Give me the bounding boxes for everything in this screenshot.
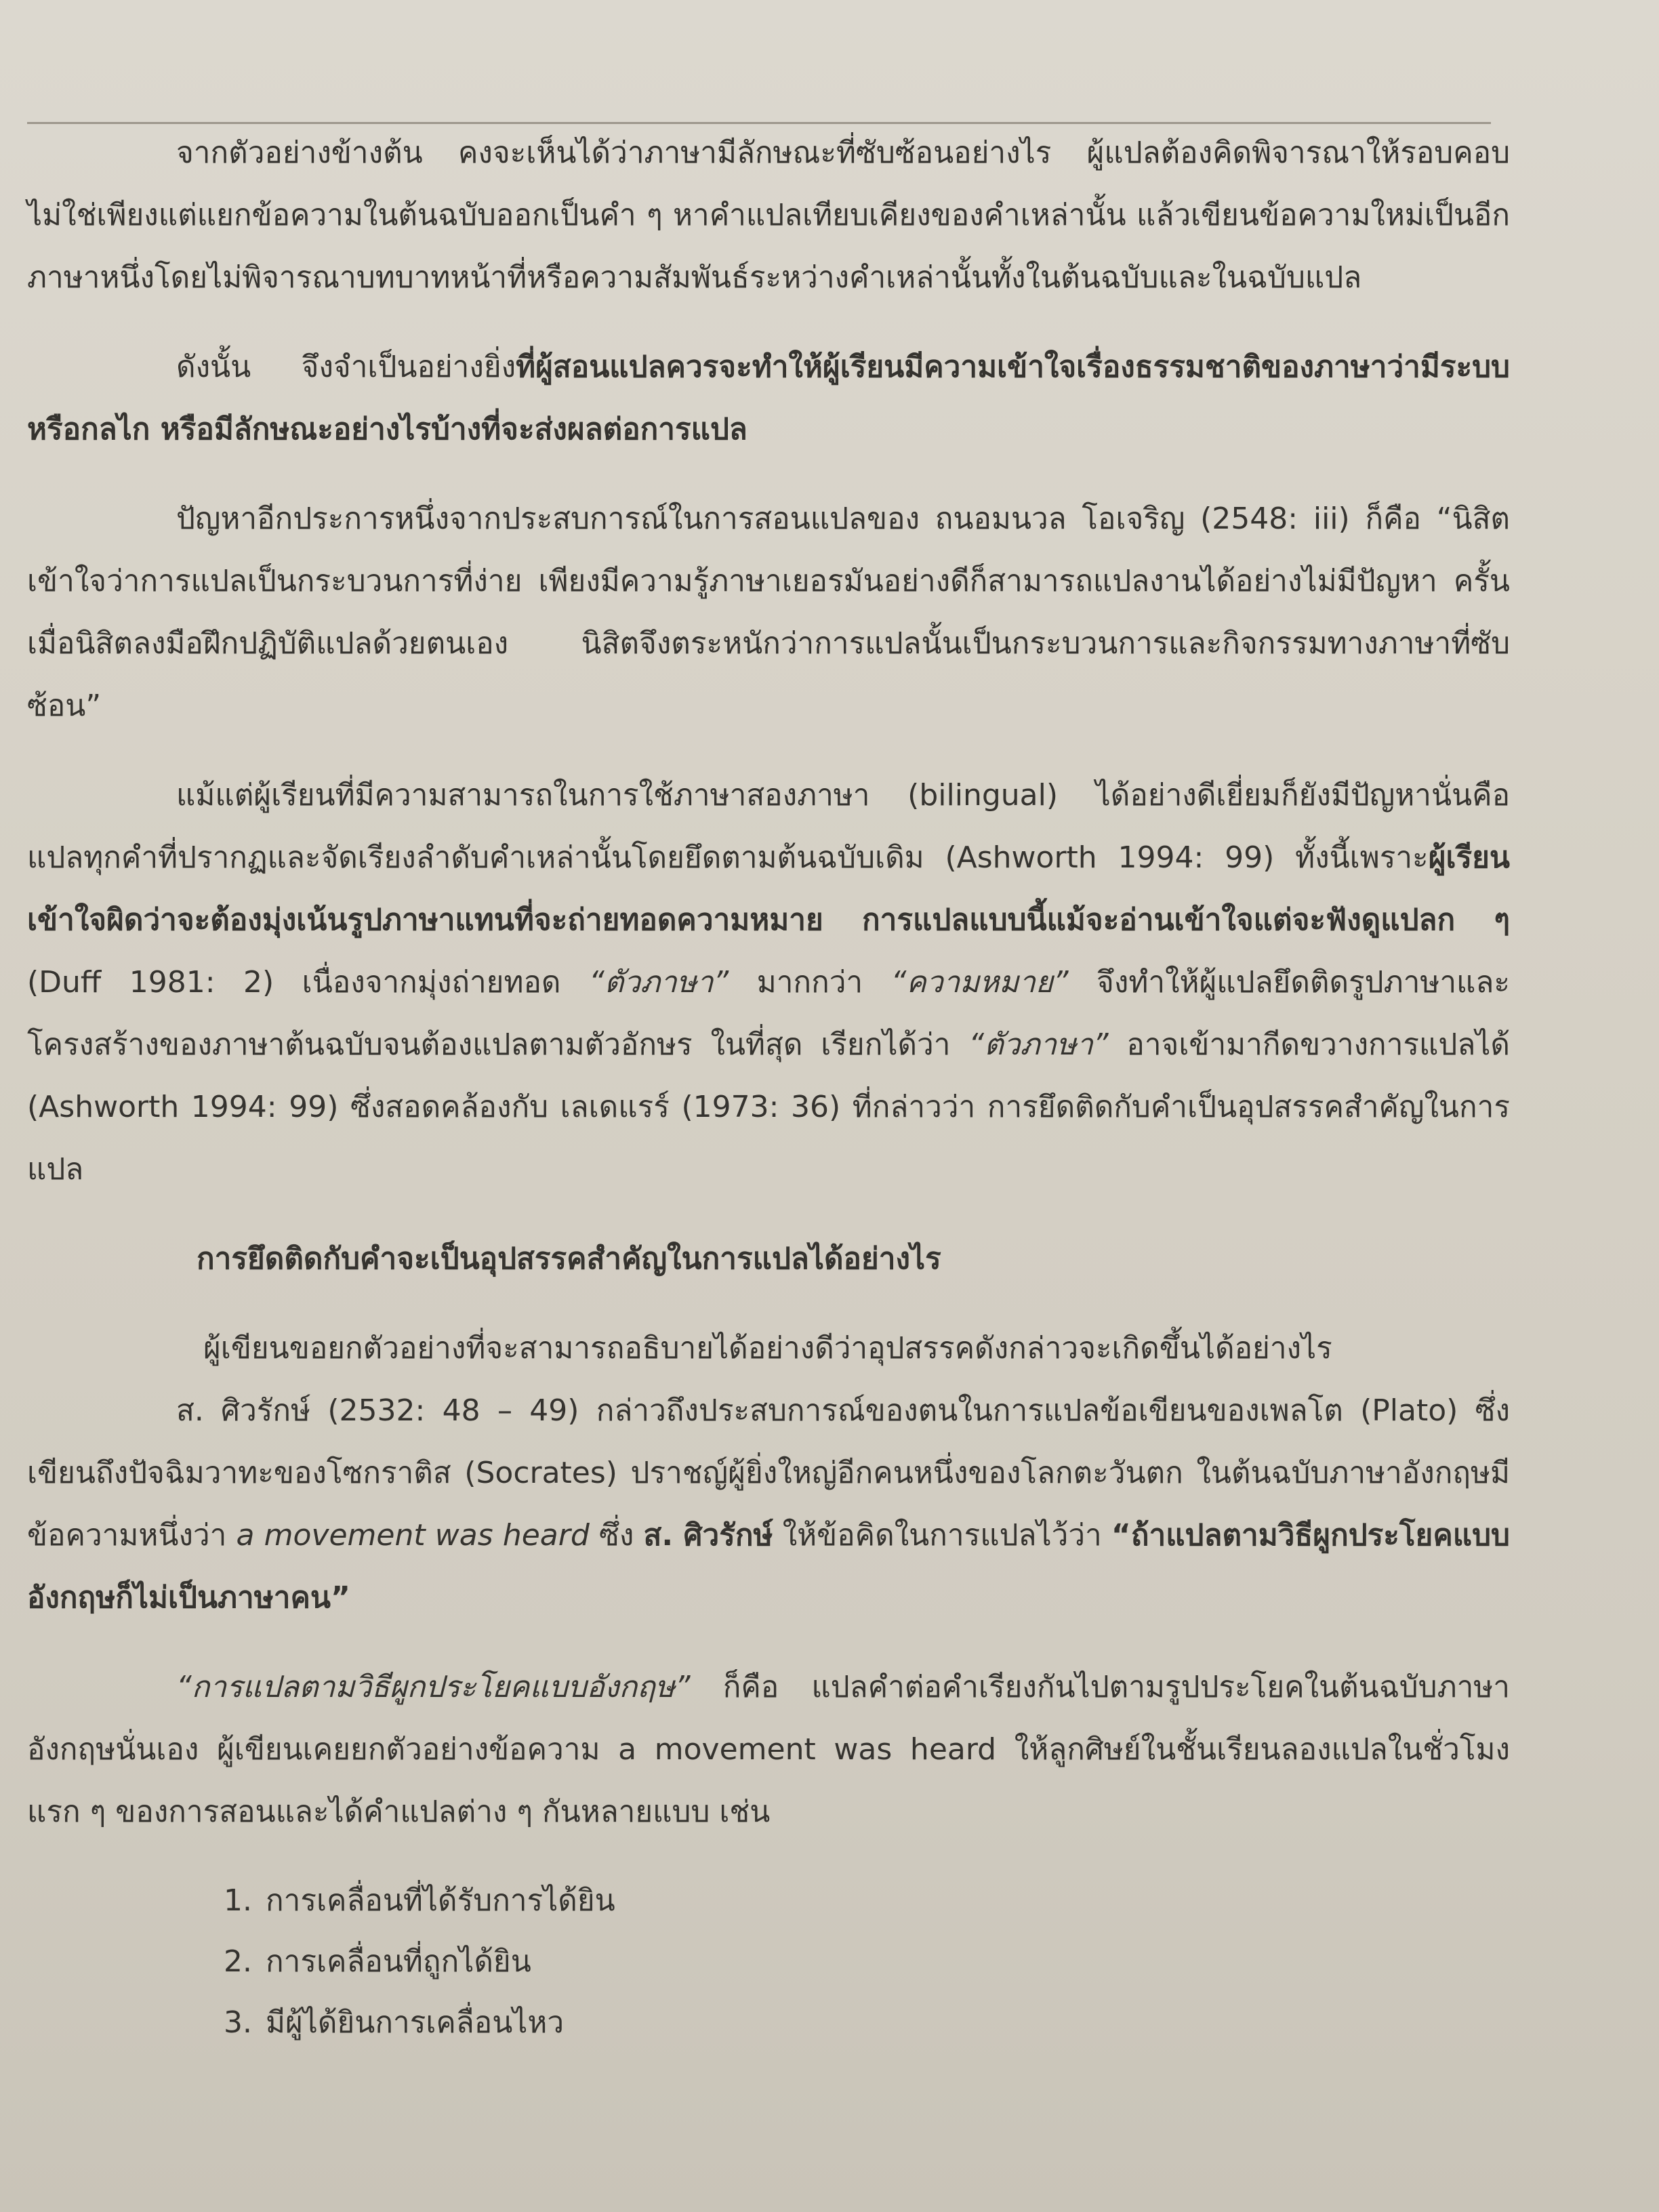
list-item [224,1992,1659,2053]
p6-quote: “ถ้าแปลตามวิธีผูกประโยคแบบอังกฤษก็ไม่เป็นภาษาคน” [27,1518,1510,1615]
paragraph-2 [0,336,1659,461]
page-body [0,122,1659,2053]
p4-part-e: มากกว่า [729,965,891,1000]
list-number: 2. [224,1944,252,1979]
paragraph-5: ผู้เขียนขอยกตัวอย่างที่จะสามารถอธิบายได้อย่างดีว่าอุปสรรคดังกล่าวจะเกิดขึ้นได้อย่างไร [203,1331,1332,1366]
paragraph-3: ปัญหาอีกประการหนึ่งจากประสบการณ์ในการสอนแปลของ ถนอมนวล โอเจริญ (2548: iii) ก็คือ “นิสิตเข้าใจว่าการแปลเป็นกระบวนการที่ง่าย เพียงมีความรู้ภาษาเยอรมันอย่างดีก็สามารถแปลงานได้อย่างไม่มีปัญหา ครั้นเมื่อนิสิตลงมือฝึกปฏิบัติแปลด้วยตนเอง นิสิตจึงตระหนักว่าการแปลนั้นเป็นกระบวนการและกิจกรรมทางภาษาที่ซับซ้อน” [27,501,1510,723]
p4-part-a: แม้แต่ผู้เรียนที่มีความสามารถในการใช้ภาษาสองภาษา (bilingual) ได้อย่างดีเยี่ยมก็ยังมีปัญหานั่นคือ แปลทุกคำที่ปรากฏและจัดเรียงลำดับคำเหล่านั้นโดยยึดตามต้นฉบับเดิม (Ashworth 1994: 99) ทั้งนี้เพราะ [27,778,1510,875]
p4-part-i: อาจเข้ามากีดขวางการแปลได้ (Ashworth 1994: 99) ซึ่งสอดคล้องกับ เลเดแรร์ (1973: 36) ที่กล่าวว่า การยึดติดกับคำเป็นอุปสรรคสำคัญในการแปล [27,1027,1510,1187]
p4-part-g: จึงทำให้ผู้แปลยึดติดรูปภาษาและโครงสร้างของภาษาต้นฉบับจนต้องแปลตามตัวอักษร ในที่สุด เรียกได้ว่า [27,965,1510,1062]
paragraph-2-bold: ที่ผู้สอนแปลควรจะทำให้ผู้เรียนมีความเข้าใจเรื่องธรรมชาติของภาษาว่ามีระบบ หรือกลไก หรือมีลักษณะอย่างไรบ้างที่จะส่งผลต่อการแปล [27,350,1510,447]
p7-rest: ก็คือ แปลคำต่อคำเรียงกันไปตามรูปประโยคในต้นฉบับภาษาอังกฤษนั่นเอง ผู้เขียนเคยยกตัวอย่างข้อความ a movement was heard ให้ลูกศิษย์ในชั้นเรียนลองแปลในชั่วโมงแรก ๆ ของการสอนและได้คำแปลต่าง ๆ กันหลายแบบ เช่น [27,1670,1510,1829]
list-item [224,1931,1659,1992]
list-item [224,1870,1659,1931]
p4-part-c: (Duff 1981: 2) เนื่องจากมุ่งถ่ายทอด [27,965,589,1000]
p6-part-e: ให้ข้อคิดในการแปลไว้ว่า [773,1518,1111,1553]
p6-part-c: ซึ่ง [589,1518,644,1553]
paragraph-1: จากตัวอย่างข้างต้น คงจะเห็นได้ว่าภาษามีลักษณะที่ซับซ้อนอย่างไร ผู้แปลต้องคิดพิจารณาให้รอบคอบ ไม่ใช่เพียงแต่แยกข้อความในต้นฉบับออกเป็นคำ ๆ หาคำแปลเทียบเคียงของคำเหล่านั้น แล้วเขียนข้อความใหม่เป็นอีกภาษาหนึ่งโดยไม่พิจารณาบทบาทหน้าที่หรือความสัมพันธ์ระหว่างคำเหล่านั้นทั้งในต้นฉบับและในฉบับแปล [27,136,1510,295]
p7-italic: “การแปลตามวิธีผูกประโยคแบบอังกฤษ” [176,1670,691,1704]
p4-bold: ผู้เรียนเข้าใจผิดว่าจะต้องมุ่งเน้นรูปภาษาแทนที่จะถ่ายทอดความหมาย การแปลแบบนี้แม้จะอ่านเข้าใจแต่จะฟังดูแปลก ๆ [27,840,1510,937]
p6-english-phrase: a movement was heard [236,1518,590,1553]
paragraph-4 [0,764,1659,1201]
p4-italic-3: “ตัวภาษา” [968,1027,1109,1062]
paragraph-7 [0,1656,1659,1843]
p6-part-a: ส. ศิวรักษ์ (2532: 48 – 49) กล่าวถึงประสบการณ์ของตนในการแปลข้อเขียนของเพลโต (Plato) ซึ่งเขียนถึงปัจฉิมวาทะของโซกราติส (Socrates) ปราชญ์ผู้ยิ่งใหญ่อีกคนหนึ่งของโลกตะวันตก ในต้นฉบับภาษาอังกฤษมีข้อความหนึ่งว่า [27,1393,1510,1553]
list-number: 3. [224,2005,252,2040]
translation-examples [0,1870,1659,2053]
p6-author: ส. ศิวรักษ์ [643,1518,773,1553]
list-text: การเคลื่อนที่ได้รับการได้ยิน [266,1883,615,1918]
paragraph-6 [0,1380,1659,1629]
p4-italic-2: “ความหมาย” [890,965,1069,1000]
section-heading: การยึดติดกับคำจะเป็นอุปสรรคสำคัญในการแปลได้อย่างไร [197,1242,941,1276]
list-text: มีผู้ได้ยินการเคลื่อนไหว [266,2005,565,2040]
list-number: 1. [224,1883,252,1918]
list-text: การเคลื่อนที่ถูกได้ยิน [266,1944,531,1979]
paragraph-2-lead: ดังนั้น จึงจำเป็นอย่างยิ่ง [176,350,516,384]
p4-italic-1: “ตัวภาษา” [588,965,729,1000]
